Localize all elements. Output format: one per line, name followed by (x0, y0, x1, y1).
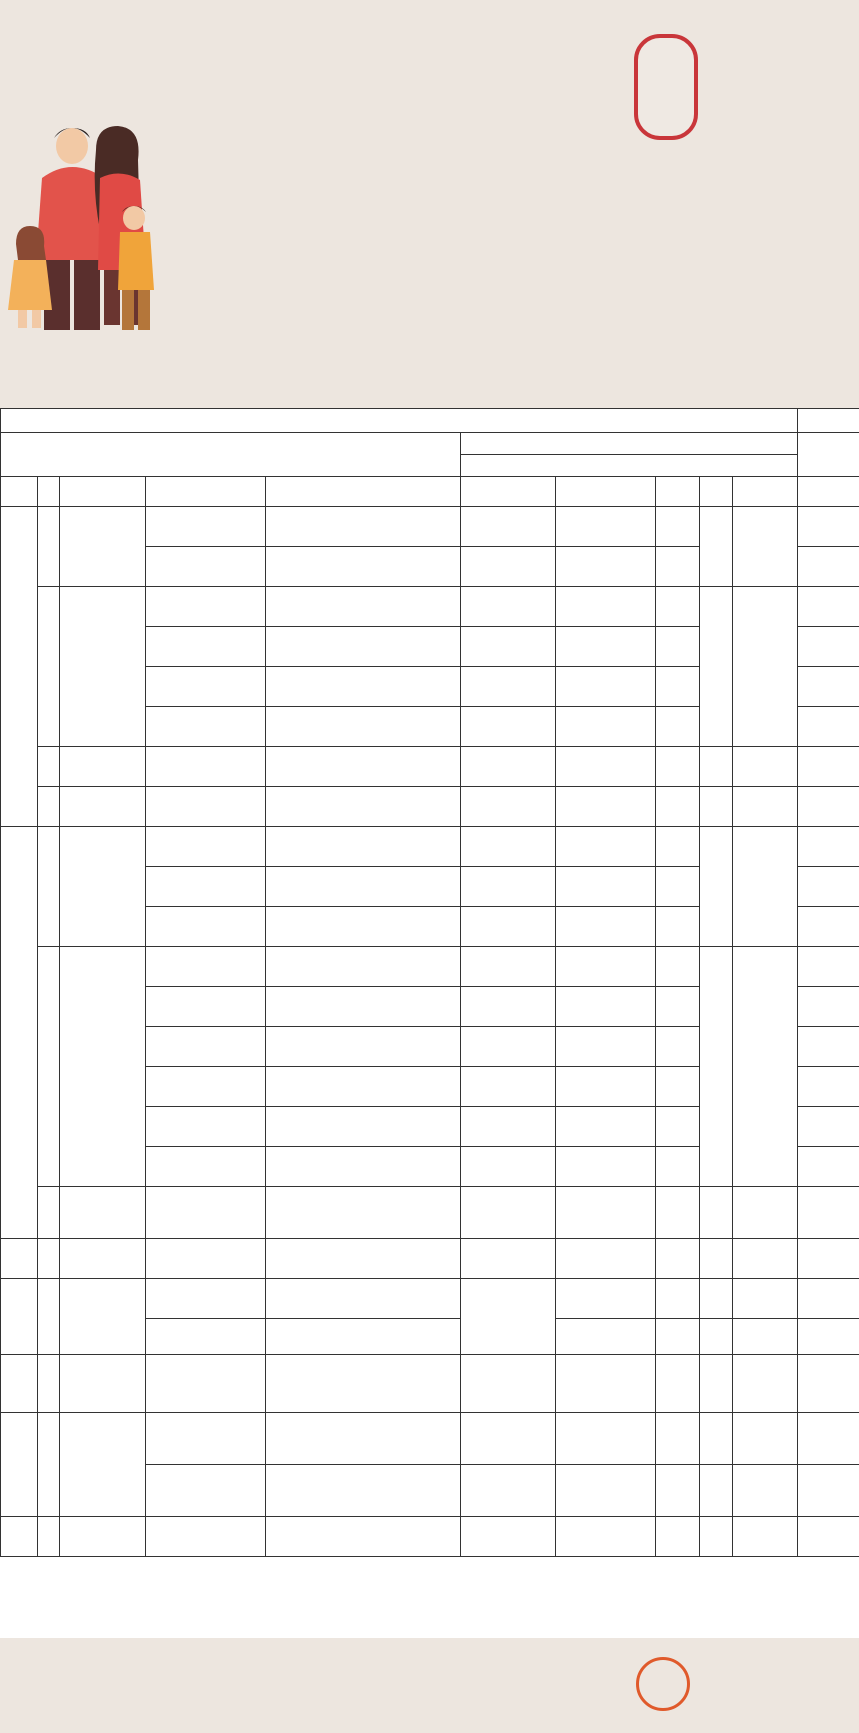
activity-time-cell (461, 947, 556, 987)
table-title-blank (798, 409, 859, 433)
phone-cell (733, 1517, 798, 1557)
activity-time-cell (461, 827, 556, 867)
phone-cell (733, 507, 798, 587)
activity-time-cell (461, 1067, 556, 1107)
district-cell (1, 1517, 38, 1557)
contact-person-cell (700, 1465, 733, 1517)
column-header (733, 477, 798, 507)
activity-content-cell (266, 1027, 461, 1067)
activity-place-cell (556, 1147, 656, 1187)
remarks-cell (798, 1413, 859, 1465)
activity-time-cell (461, 1147, 556, 1187)
district-cell (1, 827, 38, 1239)
district-cell (1, 1239, 38, 1279)
column-header (60, 477, 146, 507)
activity-content-cell (266, 867, 461, 907)
activity-name-cell (146, 747, 266, 787)
participant-count-cell (656, 587, 700, 627)
organization-name-cell (60, 587, 146, 747)
table-row (1, 409, 859, 433)
participant-count-cell (656, 1239, 700, 1279)
contact-person-cell (700, 1355, 733, 1413)
contact-person-cell (700, 747, 733, 787)
remarks-cell (798, 627, 859, 667)
serial-number-cell (38, 787, 60, 827)
table-row (1, 433, 859, 455)
activity-time-cell (461, 867, 556, 907)
serial-number-cell (38, 1279, 60, 1355)
activity-name-cell (146, 1067, 266, 1107)
participant-count-cell (656, 1107, 700, 1147)
charity-seal (634, 34, 698, 140)
activity-place-cell (556, 587, 656, 627)
remarks-cell (798, 1465, 859, 1517)
column-header (556, 477, 656, 507)
activity-time-cell (461, 547, 556, 587)
participant-count-cell (656, 627, 700, 667)
participant-count-cell (656, 987, 700, 1027)
activity-content-cell (266, 587, 461, 627)
remarks-cell (798, 747, 859, 787)
table-title-cell (1, 409, 798, 433)
serial-number-cell (38, 1239, 60, 1279)
activity-content-cell (266, 547, 461, 587)
activity-time-cell (461, 787, 556, 827)
remarks-cell (798, 907, 859, 947)
activity-place-cell (556, 667, 656, 707)
participant-count-cell (656, 707, 700, 747)
activity-place-cell (556, 1465, 656, 1517)
district-cell (1, 1279, 38, 1355)
participant-count-cell (656, 1465, 700, 1517)
remarks-cell (798, 547, 859, 587)
activity-place-cell (556, 547, 656, 587)
remarks-cell (798, 1187, 859, 1239)
phone-cell (733, 1413, 798, 1465)
activity-place-cell (556, 1187, 656, 1239)
participant-count-cell (656, 1067, 700, 1107)
activity-content-cell (266, 907, 461, 947)
activity-time-cell (461, 907, 556, 947)
activity-name-cell (146, 867, 266, 907)
activity-time-cell (461, 627, 556, 667)
table-row (1, 1355, 859, 1413)
contact-person-cell (700, 1279, 733, 1319)
activity-content-cell (266, 947, 461, 987)
participant-count-cell (656, 1027, 700, 1067)
contact-person-cell (700, 1413, 733, 1465)
table-row (1, 507, 859, 547)
forecast-table-wrapper (0, 408, 859, 1638)
activity-place-cell (556, 507, 656, 547)
participant-count-cell (656, 1319, 700, 1355)
serial-number-cell (38, 1355, 60, 1413)
activity-name-cell (146, 547, 266, 587)
activity-content-cell (266, 667, 461, 707)
table-row (1, 1517, 859, 1557)
activity-place-cell (556, 1067, 656, 1107)
organization-name-cell (60, 1355, 146, 1413)
remarks-cell (798, 827, 859, 867)
column-header (700, 477, 733, 507)
column-header (38, 477, 60, 507)
participant-count-cell (656, 667, 700, 707)
column-header (798, 477, 859, 507)
activity-time-cell (461, 1187, 556, 1239)
organization-name-cell (60, 1187, 146, 1239)
remarks-cell (798, 1279, 859, 1319)
family-illustration (0, 120, 220, 370)
district-cell (1, 507, 38, 827)
participant-count-cell (656, 1517, 700, 1557)
participant-count-cell (656, 507, 700, 547)
table-row (1, 787, 859, 827)
activity-name-cell (146, 1027, 266, 1067)
activity-content-cell (266, 747, 461, 787)
contact-person-cell (700, 827, 733, 947)
column-header (656, 477, 700, 507)
activity-content-cell (266, 827, 461, 867)
activity-content-cell (266, 1067, 461, 1107)
activity-time-cell (461, 1517, 556, 1557)
activity-name-cell (146, 587, 266, 627)
activity-time-cell (461, 1239, 556, 1279)
activity-place-cell (556, 627, 656, 667)
remarks-cell (798, 1355, 859, 1413)
activity-content-cell (266, 1187, 461, 1239)
district-cell (1, 1413, 38, 1517)
column-header (266, 477, 461, 507)
phone-cell (733, 587, 798, 747)
phone-cell (733, 1187, 798, 1239)
district-cell (1, 1355, 38, 1413)
activity-place-cell (556, 1027, 656, 1067)
table-row (1, 1239, 859, 1279)
table-row (1, 827, 859, 867)
activity-place-cell (556, 787, 656, 827)
remarks-cell (798, 867, 859, 907)
activity-name-cell (146, 1239, 266, 1279)
contact-person-cell (700, 507, 733, 587)
activity-place-cell (556, 827, 656, 867)
activity-content-cell (266, 1465, 461, 1517)
activity-content-cell (266, 1413, 461, 1465)
serial-number-cell (38, 827, 60, 947)
activity-time-cell (461, 747, 556, 787)
heart-icon (636, 1657, 690, 1711)
activity-place-cell (556, 1355, 656, 1413)
participant-count-cell (656, 1147, 700, 1187)
activity-time-cell (461, 1355, 556, 1413)
activity-content-cell (266, 1319, 461, 1355)
activity-name-cell (146, 827, 266, 867)
activity-content-cell (266, 787, 461, 827)
participant-count-cell (656, 747, 700, 787)
contact-person-cell (700, 1239, 733, 1279)
participant-count-cell (656, 907, 700, 947)
organization-name-cell (60, 507, 146, 587)
activity-name-cell (146, 1355, 266, 1413)
organization-name-cell (60, 1517, 146, 1557)
activity-time-cell (461, 1279, 556, 1355)
activity-time-cell (461, 667, 556, 707)
contact-person-cell (700, 1187, 733, 1239)
activity-content-cell (266, 1279, 461, 1319)
activity-name-cell (146, 1187, 266, 1239)
activity-place-cell (556, 1517, 656, 1557)
serial-number-cell (38, 587, 60, 747)
table-row (1, 1279, 859, 1319)
remarks-cell (798, 947, 859, 987)
organization-name-cell (60, 827, 146, 947)
remarks-cell (798, 1517, 859, 1557)
activity-name-cell (146, 1107, 266, 1147)
activity-name-cell (146, 1319, 266, 1355)
activity-content-cell (266, 627, 461, 667)
remarks-cell (798, 587, 859, 627)
contact-person-cell (700, 787, 733, 827)
remarks-cell (798, 1239, 859, 1279)
remarks-cell (798, 1107, 859, 1147)
participant-count-cell (656, 827, 700, 867)
organization-name-cell (60, 1413, 146, 1517)
remarks-cell (798, 1027, 859, 1067)
activity-place-cell (556, 987, 656, 1027)
organization-name-cell (60, 787, 146, 827)
current-period-summary (1, 433, 461, 477)
serial-number-cell (38, 1187, 60, 1239)
activity-time-cell (461, 987, 556, 1027)
table-row (1, 477, 859, 507)
participant-count-cell (656, 1279, 700, 1319)
remarks-cell (798, 987, 859, 1027)
organization-name-cell (60, 1279, 146, 1355)
activity-place-cell (556, 867, 656, 907)
remarks-cell (798, 507, 859, 547)
table-row (1, 947, 859, 987)
activity-place-cell (556, 747, 656, 787)
contact-person-cell (700, 587, 733, 747)
activity-time-cell (461, 1107, 556, 1147)
organization-name-cell (60, 947, 146, 1187)
serial-number-cell (38, 507, 60, 587)
participant-count-cell (656, 947, 700, 987)
participant-count-cell (656, 787, 700, 827)
activity-place-cell (556, 1279, 656, 1319)
table-row (1, 747, 859, 787)
activity-name-cell (146, 947, 266, 987)
table-row (1, 1187, 859, 1239)
activity-name-cell (146, 707, 266, 747)
contact-person-cell (700, 1319, 733, 1355)
table-row (1, 587, 859, 627)
participant-count-cell (656, 1187, 700, 1239)
activity-time-cell (461, 587, 556, 627)
activity-place-cell (556, 947, 656, 987)
activity-name-cell (146, 627, 266, 667)
activity-content-cell (266, 1355, 461, 1413)
phone-cell (733, 1239, 798, 1279)
activity-forecast-table (0, 408, 859, 1557)
participant-count-cell (656, 547, 700, 587)
activity-name-cell (146, 667, 266, 707)
phone-cell (733, 947, 798, 1187)
organization-name-cell (60, 1239, 146, 1279)
contact-person-cell (700, 947, 733, 1187)
last-period-summary (461, 433, 798, 455)
activity-content-cell (266, 1239, 461, 1279)
remarks-cell (798, 1319, 859, 1355)
activity-content-cell (266, 1107, 461, 1147)
activity-name-cell (146, 1517, 266, 1557)
activity-name-cell (146, 787, 266, 827)
activity-place-cell (556, 707, 656, 747)
activity-place-cell (556, 1107, 656, 1147)
phone-cell (733, 1279, 798, 1319)
column-header (1, 477, 38, 507)
column-header (146, 477, 266, 507)
cumulative-summary (461, 455, 798, 477)
phone-cell (733, 787, 798, 827)
activity-name-cell (146, 1413, 266, 1465)
activity-name-cell (146, 1147, 266, 1187)
participant-count-cell (656, 1413, 700, 1465)
phone-cell (733, 827, 798, 947)
participant-count-cell (656, 867, 700, 907)
remarks-cell (798, 787, 859, 827)
activity-content-cell (266, 987, 461, 1027)
activity-name-cell (146, 907, 266, 947)
activity-place-cell (556, 907, 656, 947)
phone-cell (733, 1355, 798, 1413)
serial-number-cell (38, 1517, 60, 1557)
participant-count-cell (656, 1355, 700, 1413)
activity-content-cell (266, 707, 461, 747)
remarks-cell (798, 667, 859, 707)
column-header (461, 477, 556, 507)
serial-number-cell (38, 1413, 60, 1517)
phone-cell (733, 747, 798, 787)
site-logo (636, 1655, 856, 1725)
remarks-cell (798, 1147, 859, 1187)
organization-name-cell (60, 747, 146, 787)
activity-content-cell (266, 1147, 461, 1187)
activity-content-cell (266, 507, 461, 547)
activity-time-cell (461, 1465, 556, 1517)
contact-person-cell (700, 1517, 733, 1557)
serial-number-cell (38, 747, 60, 787)
activity-time-cell (461, 1027, 556, 1067)
remarks-cell (798, 1067, 859, 1107)
activity-content-cell (266, 1517, 461, 1557)
activity-name-cell (146, 1279, 266, 1319)
table-row (1, 1413, 859, 1465)
activity-time-cell (461, 1413, 556, 1465)
activity-name-cell (146, 507, 266, 547)
activity-name-cell (146, 1465, 266, 1517)
phone-cell (733, 1465, 798, 1517)
serial-number-cell (38, 947, 60, 1187)
phone-cell (733, 1319, 798, 1355)
poster-header (0, 0, 859, 408)
activity-name-cell (146, 987, 266, 1027)
activity-place-cell (556, 1239, 656, 1279)
activity-time-cell (461, 707, 556, 747)
activity-place-cell (556, 1413, 656, 1465)
remarks-cell (798, 707, 859, 747)
activity-place-cell (556, 1319, 656, 1355)
summary-blank (798, 433, 859, 477)
activity-time-cell (461, 507, 556, 547)
